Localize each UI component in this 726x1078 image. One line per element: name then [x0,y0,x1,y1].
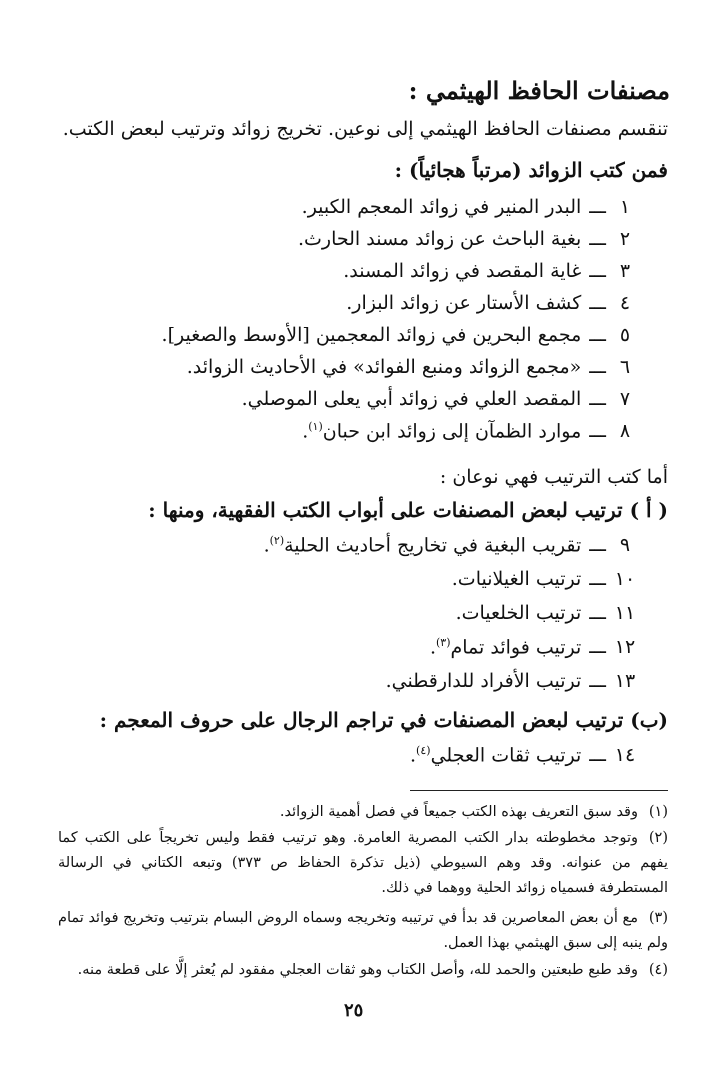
list-item: ١٣ـــترتيب الأفراد للدارقطني. [385,670,636,692]
item-number: ١٠ [614,568,636,590]
item-text: كشف الأستار عن زوائد البزار. [346,292,582,314]
intro-paragraph: تنقسم مصنفات الحافظ الهيثمي إلى نوعين. تخريج زوائد وترتيب لبعض الكتب. [62,118,668,140]
item-number: ٢ [619,228,631,250]
item-text: ترتيب فوائد تمام [450,636,582,659]
page-number: ٢٥ [344,1000,364,1021]
item-number: ١ [619,196,631,218]
list-item: ١٠ـــترتيب الغيلانيات. [451,568,636,590]
footnote-ref: (٤) [416,744,431,757]
item-number: ١٣ [614,670,636,692]
list-item: ١٢ـــترتيب فوائد تمام$^{(٣)}$. [429,636,636,659]
zawaid-heading: فمن كتب الزوائد (مرتباً هجائياً) : [394,158,668,182]
item-text: غاية المقصد في زوائد المسند. [343,260,582,282]
list-item: ٥ـــمجمع البحرين في زوائد المعجمين [الأوسط والصغير]. [162,324,636,346]
item-text: «مجمع الزوائد ومنبع الفوائد» في الأحاديث الزوائد. [186,356,582,378]
item-number: ١١ [614,602,636,624]
footnote [58,906,668,956]
footnote-ref: (٣) [435,636,451,649]
footnote-text: مع أن بعض المعاصرين قد بدأ في ترتيبه وتخريجه وسماه الروض البسام بترتيب وتخريج فوائد تمام ولم ينبه إلى سبق الهيثمي بهذا العمل. [58,910,668,951]
footnote-number: (٣) [648,910,668,926]
item-text: مجمع البحرين في زوائد المعجمين [الأوسط والصغير]. [161,324,582,346]
item-text: المقصد العلي في زوائد أبي يعلى الموصلي. [241,388,582,410]
list-item: ٧ـــالمقصد العلي في زوائد أبي يعلى الموصلي. [242,388,636,410]
list-item: ١٤ـــترتيب ثقات العجلي$^{(٤)}$. [410,744,636,767]
footnote [58,958,668,983]
item-text: ترتيب الغيلانيات. [451,568,582,590]
footnote-divider [410,790,668,791]
list-item: ٤ـــكشف الأستار عن زوائد البزار. [346,292,636,314]
footnote [58,800,668,825]
list-item: ٦ـــ«مجمع الزوائد ومنبع الفوائد» في الأحاديث الزوائد. [187,356,636,378]
footnote-text: وتوجد مخطوطته بدار الكتب المصرية العامرة. وهو ترتيب فقط وليس تخريجاً على الكتب كما يفهم من عنوانه. وقد وهم السيوطي (ذيل تذكرة الحفاظ ص ٣٧٣) وتبعه الكتاني في الرسالة المستطرفة فسمياه زوائد الحلية ووهما في ذلك. [58,830,668,896]
footnote [58,826,668,901]
list-item: ٨ـــموارد الظمآن إلى زوائد ابن حبان$^{(١)}$. [302,420,636,442]
group-b-title: ترتيب لبعض المصنفات في تراجم الرجال على حروف المعجم : [99,708,624,732]
item-text: ترتيب الخلعيات. [455,602,582,624]
footnote-number: (٢) [648,830,668,846]
item-number: ٧ [619,388,631,410]
item-text: موارد الظمآن إلى زوائد ابن حبان [322,420,582,443]
item-number: ٩ [619,534,631,557]
item-number: ٥ [619,324,631,346]
list-item: ٢ـــبغية الباحث عن زوائد مسند الحارث. [298,228,636,250]
tartib-intro: أما كتب الترتيب فهي نوعان : [439,466,668,488]
item-text: البدر المنير في زوائد المعجم الكبير. [301,196,582,218]
item-text: تقريب البغية في تخاريج أحاديث الحلية [284,534,582,557]
group-b-label: (ب) [630,708,668,732]
item-text: بغية الباحث عن زوائد مسند الحارث. [297,228,582,250]
group-a-title: ترتيب لبعض المصنفات على أبواب الكتب الفقهية، ومنها : [148,498,623,522]
list-item: ١ـــالبدر المنير في زوائد المعجم الكبير. [302,196,636,218]
footnote-ref: (٢) [269,534,285,547]
group-a-heading [148,498,668,522]
footnote-text: وقد طبع طبعتين والحمد لله، وأصل الكتاب وهو ثقات العجلي مفقود لم يُعثر إلَّا على قطعة منه. [77,962,638,978]
list-item: ٣ـــغاية المقصد في زوائد المسند. [343,260,636,282]
item-text: ترتيب الأفراد للدارقطني. [385,670,582,692]
footnote-number: (١) [648,804,668,820]
footnote-ref: (١) [308,420,323,433]
item-number: ٨ [619,420,631,443]
item-number: ١٢ [614,636,636,659]
item-number: ٣ [619,260,631,282]
list-item: ١١ـــترتيب الخلعيات. [455,602,636,624]
item-number: ٦ [619,356,631,378]
footnote-text: وقد سبق التعريف بهذه الكتب جميعاً في فصل أهمية الزوائد. [279,804,638,820]
section-heading: مصنفات الحافظ الهيثمي : [408,76,670,105]
item-number: ١٤ [614,744,636,767]
list-item: ٩ـــتقريب البغية في تخاريج أحاديث الحلية$^{(٢)}$. [264,534,636,556]
footnote-number: (٤) [648,962,668,978]
item-text: ترتيب ثقات العجلي [430,744,582,767]
group-b-heading [100,708,668,732]
group-a-label: ( أ ) [629,498,668,522]
item-number: ٤ [619,292,631,314]
